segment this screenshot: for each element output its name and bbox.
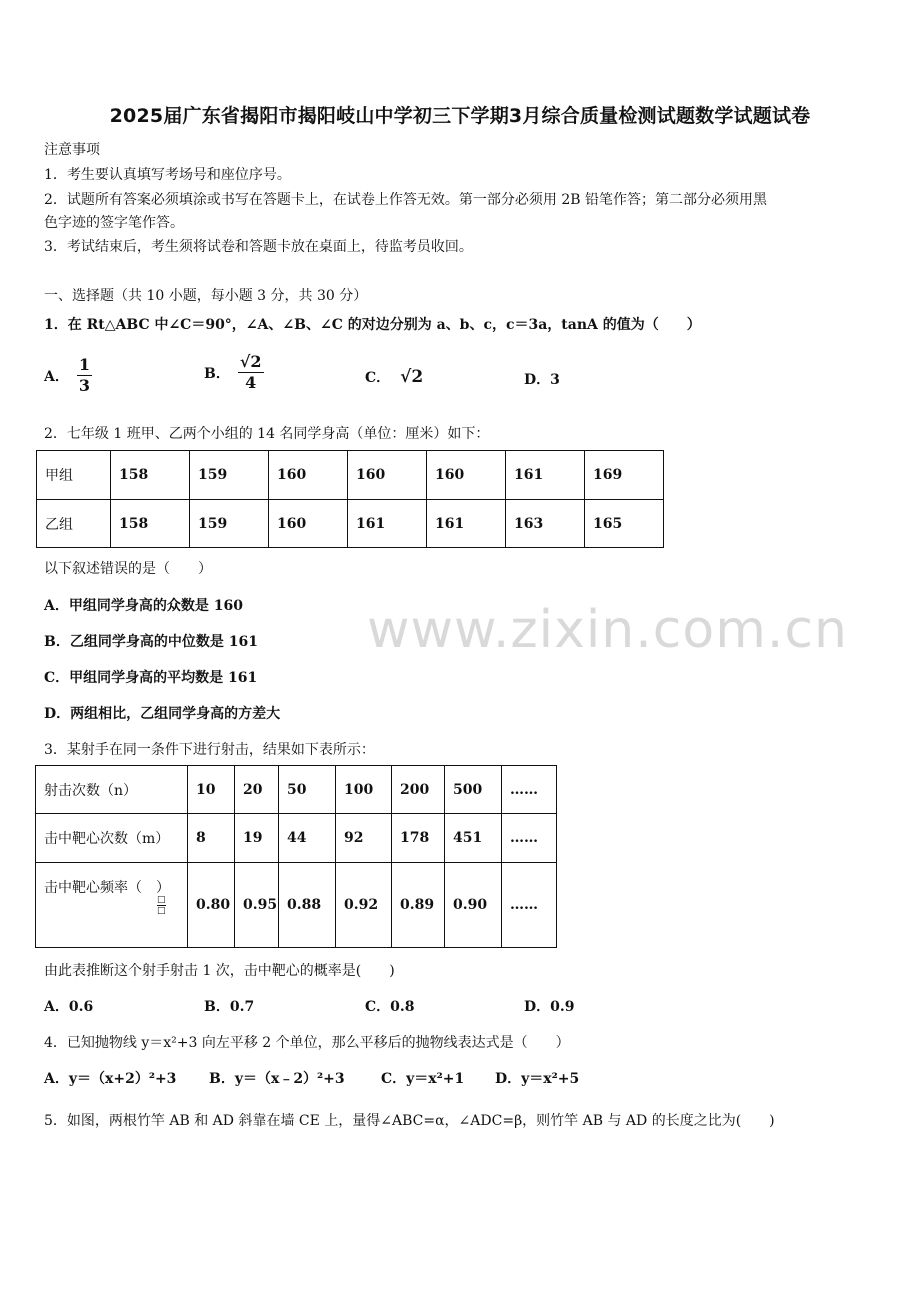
table-cell: 0.95 <box>235 863 279 948</box>
table-row <box>37 451 664 500</box>
table-cell: 160 <box>427 451 506 500</box>
question-1-stem: 1．在 Rt△ABC 中∠C＝90°，∠A、∠B、∠C 的对边分别为 a、b、c，c＝3a，tanA 的值为（ ） <box>44 317 701 333</box>
table-row <box>36 766 557 814</box>
table-cell: 160 <box>348 451 427 500</box>
q1-option-b-fraction <box>238 352 264 393</box>
q1-option-c-label: C． <box>365 370 391 386</box>
table-cell: 8 <box>188 814 235 863</box>
question-4-stem: 4．已知抛物线 y＝x²+3 向左平移 2 个单位，那么平移后的抛物线表达式是（ ） <box>44 1035 570 1051</box>
table-cell: 159 <box>190 500 269 548</box>
q2-option-c: C．甲组同学身高的平均数是 161 <box>44 670 258 686</box>
question-5-stem: 5．如图，两根竹竿 AB 和 AD 斜靠在墙 CE 上，量得∠ABC=α，∠ADC=β，则竹竿 AB 与 AD 的长度之比为( ) <box>44 1113 775 1129</box>
table-cell: …… <box>502 766 557 814</box>
watermark: www.zixin.com.cn <box>367 600 848 660</box>
table-cell: 0.89 <box>392 863 445 948</box>
table-cell: 44 <box>279 814 336 863</box>
table-cell: 100 <box>336 766 392 814</box>
table-cell: 0.80 <box>188 863 235 948</box>
q4-option-b: B．y＝（x﹣2）²+3 <box>209 1071 345 1087</box>
table-cell <box>36 863 188 948</box>
table-cell: 178 <box>392 814 445 863</box>
table-row <box>36 814 557 863</box>
table-cell: 165 <box>585 500 664 548</box>
table-cell: 200 <box>392 766 445 814</box>
table-cell: 0.90 <box>445 863 502 948</box>
table-cell: 163 <box>506 500 585 548</box>
table-cell: 160 <box>269 451 348 500</box>
table-cell: 甲组 <box>37 451 111 500</box>
table-cell: 500 <box>445 766 502 814</box>
table-cell: 0.92 <box>336 863 392 948</box>
question-2-prompt: 以下叙述错误的是（ ） <box>44 561 212 577</box>
fraction-denominator: 3 <box>78 376 91 395</box>
table-cell: 乙组 <box>37 500 111 548</box>
q4-option-c: C．y＝x²+1 <box>381 1071 465 1087</box>
notice-item-1: 1．考生要认真填写考场号和座位序号。 <box>44 167 291 183</box>
table-cell: 19 <box>235 814 279 863</box>
fraction-numerator: □ <box>157 895 166 905</box>
table-cell: …… <box>502 814 557 863</box>
q1-option-a-label: A． <box>44 368 69 385</box>
q1-option-a-fraction <box>77 355 92 396</box>
table-cell: 击中靶心次数（m） <box>36 814 188 863</box>
table-cell: 451 <box>445 814 502 863</box>
q4-option-a: A．y＝（x+2）²+3 <box>44 1071 177 1087</box>
question-2-stem: 2．七年级 1 班甲、乙两个小组的 14 名同学身高（单位：厘米）如下： <box>44 426 490 442</box>
table-cell: 0.88 <box>279 863 336 948</box>
table-cell: 50 <box>279 766 336 814</box>
q4-option-d: D．y＝x²+5 <box>495 1071 580 1087</box>
notice-item-2b: 色字迹的签字笔作答。 <box>44 215 184 231</box>
table-cell: 161 <box>506 451 585 500</box>
frequency-fraction <box>157 895 166 916</box>
q1-option-b-label: B． <box>204 365 230 382</box>
table-cell: 158 <box>111 500 190 548</box>
table-row <box>37 500 664 548</box>
table-cell: 10 <box>188 766 235 814</box>
notice-item-3: 3．考试结束后，考生须将试卷和答题卡放在桌面上，待监考员收回。 <box>44 239 473 255</box>
q1-option-c <box>365 367 423 387</box>
frequency-label: 击中靶心频率（ ） <box>44 880 170 896</box>
section-heading: 一、选择题（共 10 小题，每小题 3 分，共 30 分） <box>44 288 368 304</box>
q2-option-b: B．乙组同学身高的中位数是 161 <box>44 634 258 650</box>
table-cell: 158 <box>111 451 190 500</box>
q3-option-b: B．0.7 <box>204 999 255 1015</box>
table-cell: 射击次数（n） <box>36 766 188 814</box>
table-cell: 20 <box>235 766 279 814</box>
table-cell: 159 <box>190 451 269 500</box>
q1-option-c-value: √2 <box>400 367 424 387</box>
q3-option-a: A．0.6 <box>44 999 94 1015</box>
fraction-numerator: √2 <box>239 352 262 371</box>
question-3-prompt: 由此表推断这个射手射击 1 次，击中靶心的概率是( ) <box>44 963 395 979</box>
table-cell: 160 <box>269 500 348 548</box>
table-cell: …… <box>502 863 557 948</box>
table-cell: 161 <box>348 500 427 548</box>
q2-option-a: A．甲组同学身高的众数是 160 <box>44 598 243 614</box>
q3-option-d: D．0.9 <box>524 999 575 1015</box>
fraction-numerator: 1 <box>78 355 91 374</box>
fraction-denominator: □ <box>157 906 166 916</box>
shooting-table <box>35 765 557 948</box>
notice-heading: 注意事项 <box>44 142 100 158</box>
table-cell: 92 <box>336 814 392 863</box>
height-table <box>36 450 664 548</box>
q3-option-c: C．0.8 <box>365 999 415 1015</box>
notice-item-2a: 2．试题所有答案必须填涂或书写在答题卡上，在试卷上作答无效。第一部分必须用 2B 铅笔作答；第二部分必须用黑 <box>44 192 767 208</box>
table-cell: 169 <box>585 451 664 500</box>
question-3-stem: 3．某射手在同一条件下进行射击，结果如下表所示： <box>44 742 375 758</box>
q1-option-d: D．3 <box>524 372 560 388</box>
page-title: 2025届广东省揭阳市揭阳岐山中学初三下学期3月综合质量检测试题数学试题试卷 <box>109 105 811 127</box>
table-cell: 161 <box>427 500 506 548</box>
table-row <box>36 863 557 948</box>
q1-option-b <box>204 352 264 393</box>
q2-option-d: D．两组相比，乙组同学身高的方差大 <box>44 706 281 722</box>
q1-option-a <box>44 355 92 396</box>
fraction-denominator: 4 <box>245 373 257 392</box>
